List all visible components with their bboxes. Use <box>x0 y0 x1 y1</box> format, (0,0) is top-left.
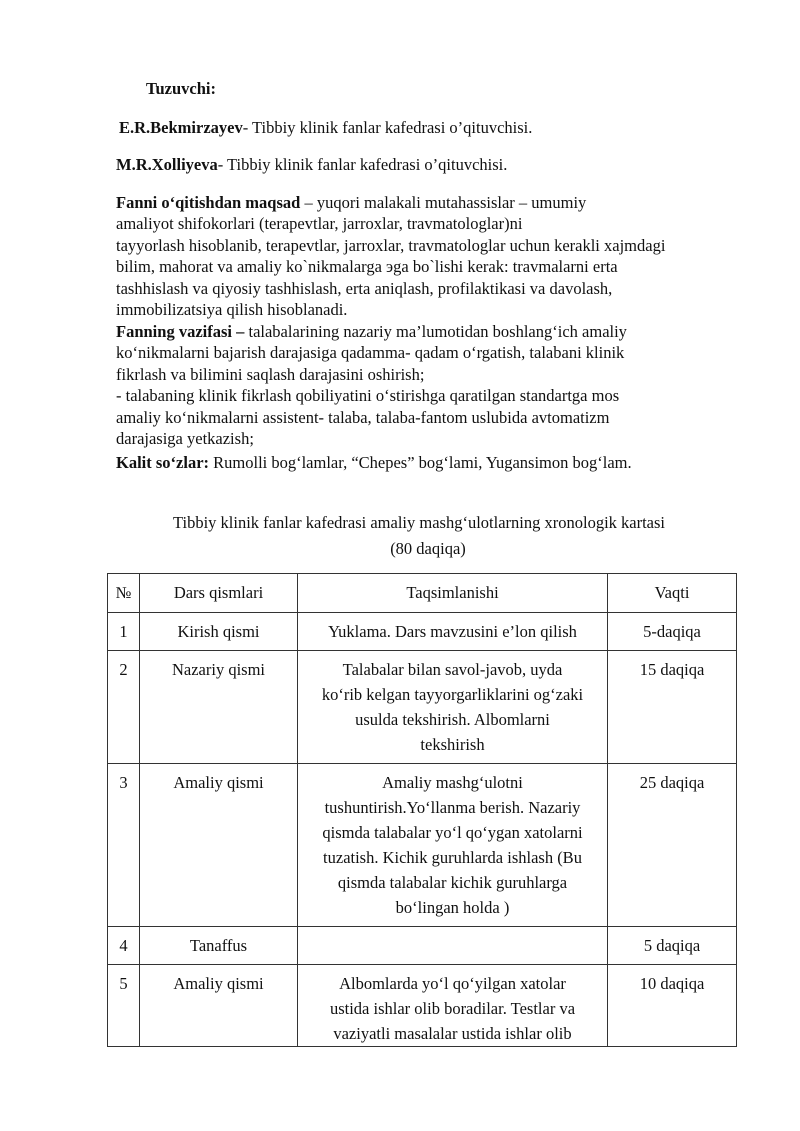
row-time: 5-daqiqa <box>608 613 737 651</box>
header-cell-desc: Taqsimlanishi <box>298 574 608 613</box>
row-desc: Amaliy mashg‘ulotni tushuntirish.Yo‘llanma berish. Nazariy qismda talabalar yo‘l qo‘ygan xatolarni tuzatish. Kichik guruhlarda ishlash (Bu qismda talabalar kichik guruhlarga bo‘lingan holda ) <box>298 764 608 927</box>
tasks-line-3: fikrlash va bilimini saqlash darajasini oshirish; <box>116 365 425 384</box>
tasks-line-5: amaliy ko‘nikmalarni assistent- talaba, talaba-fantom uslubida avtomatizm <box>116 408 610 427</box>
schedule-title-line-1: Tibbiy klinik fanlar kafedrasi amaliy mashg‘ulotlarning xronologik kartasi <box>173 513 666 532</box>
row-time: 10 daqiqa <box>608 965 737 1047</box>
goal-line-1: Fanni o‘qitishdan maqsad – yuqori malakali mutahassislar – umumiy <box>116 193 587 212</box>
row-number: 4 <box>108 927 140 965</box>
goal-line-6: immobilizatsiya qilish hisoblanadi. <box>116 300 348 319</box>
table-header-row <box>108 574 737 613</box>
tasks-line-1: Fanning vazifasi – talabalarining nazariy ma’lumotidan boshlang‘ich amaliy <box>116 322 627 341</box>
row-number: 3 <box>108 764 140 927</box>
schedule-title-line-2: (80 daqiqa) <box>390 539 466 558</box>
row-desc: Talabalar bilan savol-javob, uyda ko‘rib kelgan tayyorgarliklarini og‘zaki usulda tekshirish. Albomlarni tekshirish <box>298 651 608 764</box>
row-desc <box>298 927 608 965</box>
tasks-label: Fanning vazifasi – <box>116 322 245 341</box>
row-time: 15 daqiqa <box>608 651 737 764</box>
author-name-1: E.R.Bekmirzayev <box>119 118 243 137</box>
table-row <box>108 613 737 651</box>
author-line-1 <box>119 117 532 138</box>
header-cell-part: Dars qismlari <box>140 574 298 613</box>
tasks-line-4: - talabaning klinik fikrlash qobiliyatini o‘stirishga qaratilgan standartga mos <box>116 386 620 405</box>
author-name-2: M.R.Xolliyeva <box>116 155 218 174</box>
goal-line-4: bilim, mahorat va amaliy ko`nikmalarga эga bo`lishi kerak: travmalarni erta <box>116 257 618 276</box>
table-row <box>108 764 737 927</box>
header-cell-time: Vaqti <box>608 574 737 613</box>
row-desc: Albomlarda yo‘l qo‘yilgan xatolar ustida ishlar olib boradilar. Testlar va vaziyatli masalalar ustida ishlar olib <box>298 965 608 1047</box>
row-part: Nazariy qismi <box>140 651 298 764</box>
goal-line-5: tashhislash va qiyosiy tashhislash, erta aniqlash, profilaktikasi va davolash, <box>116 279 613 298</box>
tasks-line-2: ko‘nikmalarni bajarish darajasiga qadamma- qadam o‘rgatish, talabani klinik <box>116 343 625 362</box>
table-row <box>108 965 737 1047</box>
row-number: 1 <box>108 613 140 651</box>
row-time: 5 daqiqa <box>608 927 737 965</box>
keywords-line <box>116 452 632 473</box>
keywords-text: Rumolli bog‘lamlar, “Chepes” bog‘lami, Yugansimon bog‘lam. <box>209 453 632 472</box>
authors-heading: Tuzuvchi: <box>146 79 216 98</box>
row-desc: Yuklama. Dars mavzusini e’lon qilish <box>298 613 608 651</box>
header-cell-number: № <box>108 574 140 613</box>
row-part: Tanaffus <box>140 927 298 965</box>
author-line-2 <box>116 154 507 175</box>
tasks-line-6: darajasiga yetkazish; <box>116 429 254 448</box>
row-part: Kirish qismi <box>140 613 298 651</box>
goal-label: Fanni o‘qitishdan maqsad <box>116 193 301 212</box>
schedule-table <box>107 573 737 1047</box>
row-part: Amaliy qismi <box>140 764 298 927</box>
table-row <box>108 927 737 965</box>
row-part: Amaliy qismi <box>140 965 298 1047</box>
goal-line-3: tayyorlash hisoblanib, terapevtlar, jarroxlar, travmatologlar uchun kerakli xajmdagi <box>116 236 666 255</box>
goal-line-2: amaliyot shifokorlari (terapevtlar, jarroxlar, travmatologlar)ni <box>116 214 523 233</box>
author-role-2: - Tibbiy klinik fanlar kafedrasi o’qituvchisi. <box>217 155 508 174</box>
row-number: 2 <box>108 651 140 764</box>
keywords-label: Kalit so‘zlar: <box>116 453 210 472</box>
table-row <box>108 651 737 764</box>
author-role-1: - Tibbiy klinik fanlar kafedrasi o’qituvchisi. <box>242 118 533 137</box>
row-time: 25 daqiqa <box>608 764 737 927</box>
row-number: 5 <box>108 965 140 1047</box>
